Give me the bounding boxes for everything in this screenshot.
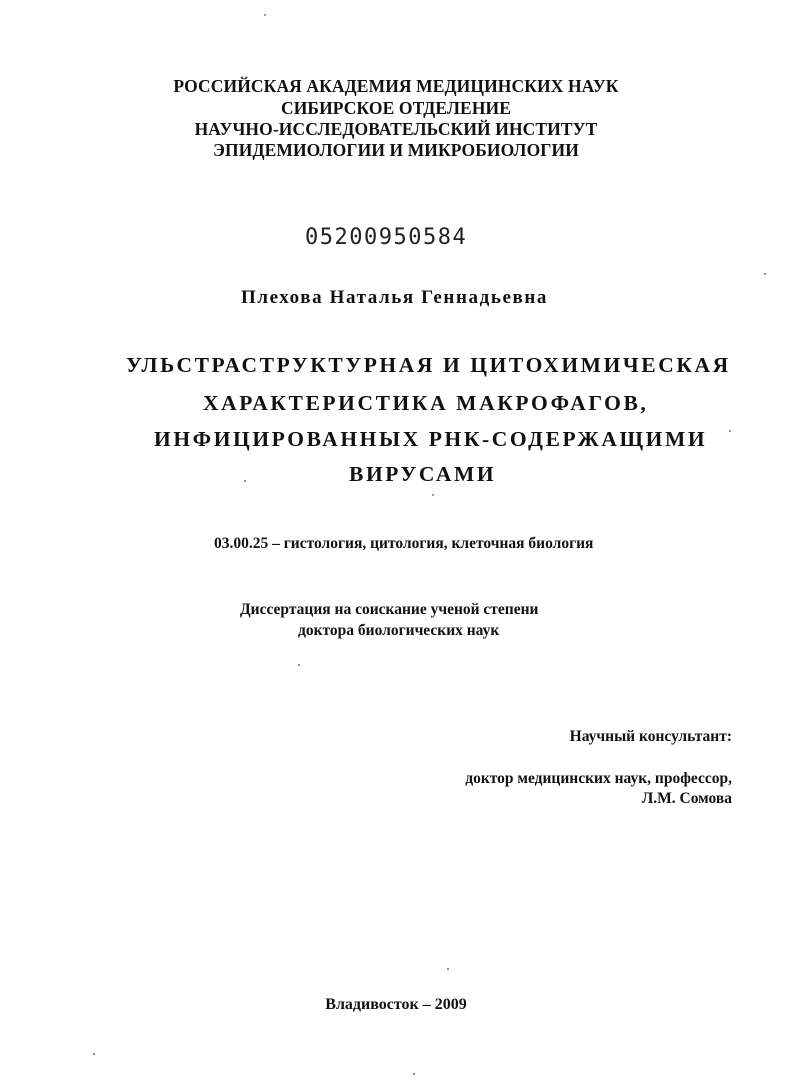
catalog-number: 05200950584 — [305, 225, 468, 250]
dissertation-line-2: доктора биологических наук — [298, 622, 500, 639]
scan-speck — [93, 1053, 95, 1055]
consultant-label: Научный консультант: — [569, 728, 732, 745]
thesis-title-line-2: ХАРАКТЕРИСТИКА МАКРОФАГОВ, — [203, 391, 649, 415]
scan-speck — [432, 494, 434, 496]
institution-line-2: СИБИРСКОЕ ОТДЕЛЕНИЕ — [280, 98, 512, 118]
consultant-name: Л.М. Сомова — [641, 790, 732, 807]
consultant-degree: доктор медицинских наук, профессор, — [465, 770, 732, 787]
scan-speck — [298, 664, 300, 666]
thesis-title-line-1: УЛЬСТРАСТРУКТУРНАЯ И ЦИТОХИМИЧЕСКАЯ — [126, 353, 731, 377]
dissertation-line-1: Диссертация на соискание ученой степени — [240, 601, 539, 618]
scan-speck — [413, 1073, 415, 1075]
scan-speck — [729, 430, 731, 432]
institution-line-3: НАУЧНО-ИССЛЕДОВАТЕЛЬСКИЙ ИНСТИТУТ — [194, 119, 598, 139]
scan-speck — [264, 14, 266, 16]
thesis-title-line-4: ВИРУСАМИ — [349, 462, 497, 486]
scan-speck — [764, 273, 766, 275]
institution-line-1: РОССИЙСКАЯ АКАДЕМИЯ МЕДИЦИНСКИХ НАУК — [173, 76, 619, 96]
place-and-year: Владивосток – 2009 — [325, 996, 467, 1013]
thesis-title-line-3: ИНФИЦИРОВАННЫХ РНК-СОДЕРЖАЩИМИ — [154, 427, 708, 451]
author-name: Плехова Наталья Геннадьевна — [241, 287, 549, 308]
scan-speck — [244, 480, 246, 482]
specialty-code: 03.00.25 – гистология, цитология, клеточная биология — [214, 535, 594, 552]
institution-line-4: ЭПИДЕМИОЛОГИИ И МИКРОБИОЛОГИИ — [213, 140, 579, 160]
scan-speck — [447, 968, 449, 970]
